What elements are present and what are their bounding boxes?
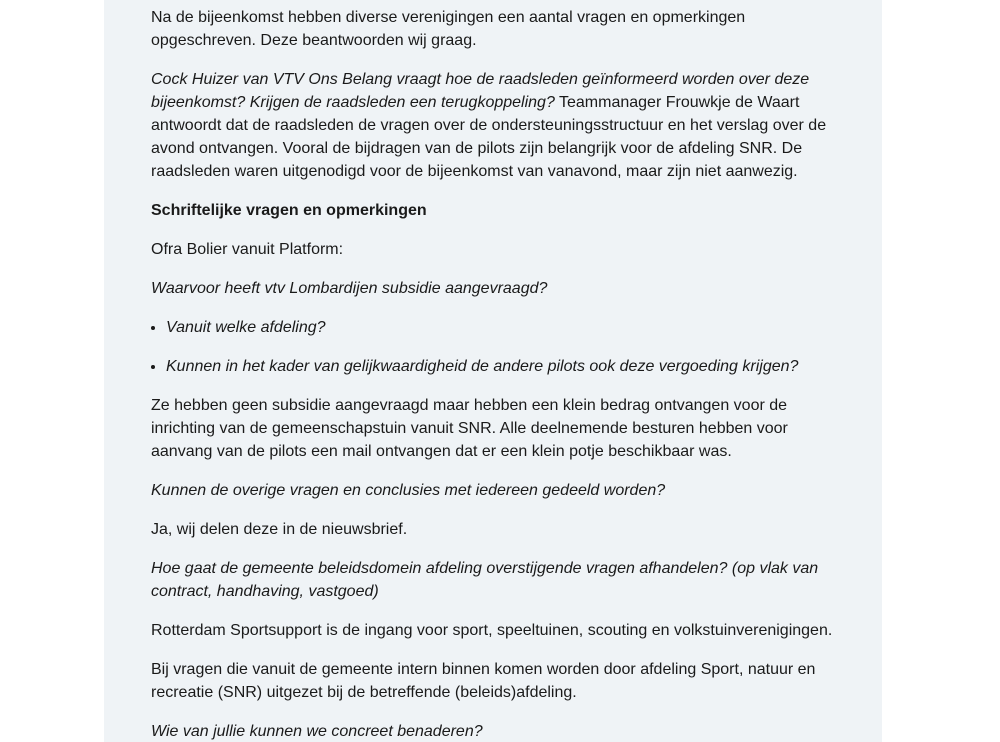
question-text: Cock Huizer van VTV Ons Belang vraagt hoe de raadsleden geïnformeerd worden over deze bijeenkomst? Krijgen de raadsleden een terugkoppeling?	[151, 71, 810, 111]
list-item: • Kunnen in het kader van gelijkwaardigheid de andere pilots ook deze vergoeding krijgen?	[166, 355, 841, 378]
question-answer-paragraph	[151, 68, 841, 183]
article-body	[151, 6, 841, 742]
intro-paragraph: Na de bijeenkomst hebben diverse verenigingen een aantal vragen en opmerkingen opgeschreven. Deze beantwoorden wij graag.	[151, 9, 746, 49]
author-line: Ofra Bolier vanuit Platform:	[151, 241, 344, 258]
question-paragraph: Waarvoor heeft vtv Lombardijen subsidie aangevraagd?	[151, 280, 548, 297]
answer-paragraph: Bij vragen die vanuit de gemeente intern binnen komen worden door afdeling Sport, natuur en recreatie (SNR) uitgezet bij de betreffende (beleids)afdeling.	[151, 661, 816, 701]
section-heading: Schriftelijke vragen en opmerkingen	[151, 202, 427, 219]
question-paragraph: Hoe gaat de gemeente beleidsdomein afdeling overstijgende vragen afhandelen? (op vlak van contract, handhaving, vastgoed)	[151, 560, 819, 600]
answer-paragraph: Rotterdam Sportsupport is de ingang voor sport, speeltuinen, scouting en volkstuinverenigingen.	[151, 622, 833, 639]
answer-text: Teammanager Frouwkje de Waart antwoordt dat de raadsleden de vragen over de ondersteuningsstructuur en het verslag over de avond ontvangen. Vooral de bijdragen van de pilots zijn belangrijk voor de afdeling SNR. De raadsleden waren uitgenodigd voor de bijeenkomst van vanavond, maar zijn niet aanwezig.	[151, 94, 827, 180]
content-panel	[104, 0, 882, 742]
answer-paragraph: Ja, wij delen deze in de nieuwsbrief.	[151, 521, 408, 538]
list-item: • Vanuit welke afdeling?	[166, 316, 841, 339]
question-paragraph: Wie van jullie kunnen we concreet benaderen?	[151, 723, 483, 740]
question-paragraph: Kunnen de overige vragen en conclusies met iedereen gedeeld worden?	[151, 482, 666, 499]
answer-paragraph: Ze hebben geen subsidie aangevraagd maar hebben een klein bedrag ontvangen voor de inrichting van de gemeenschapstuin vanuit SNR. Alle deelnemende besturen hebben voor aanvang van de pilots een mail ontvangen dat er een klein potje beschikbaar was.	[151, 397, 788, 460]
question-bullet-list	[151, 316, 841, 378]
